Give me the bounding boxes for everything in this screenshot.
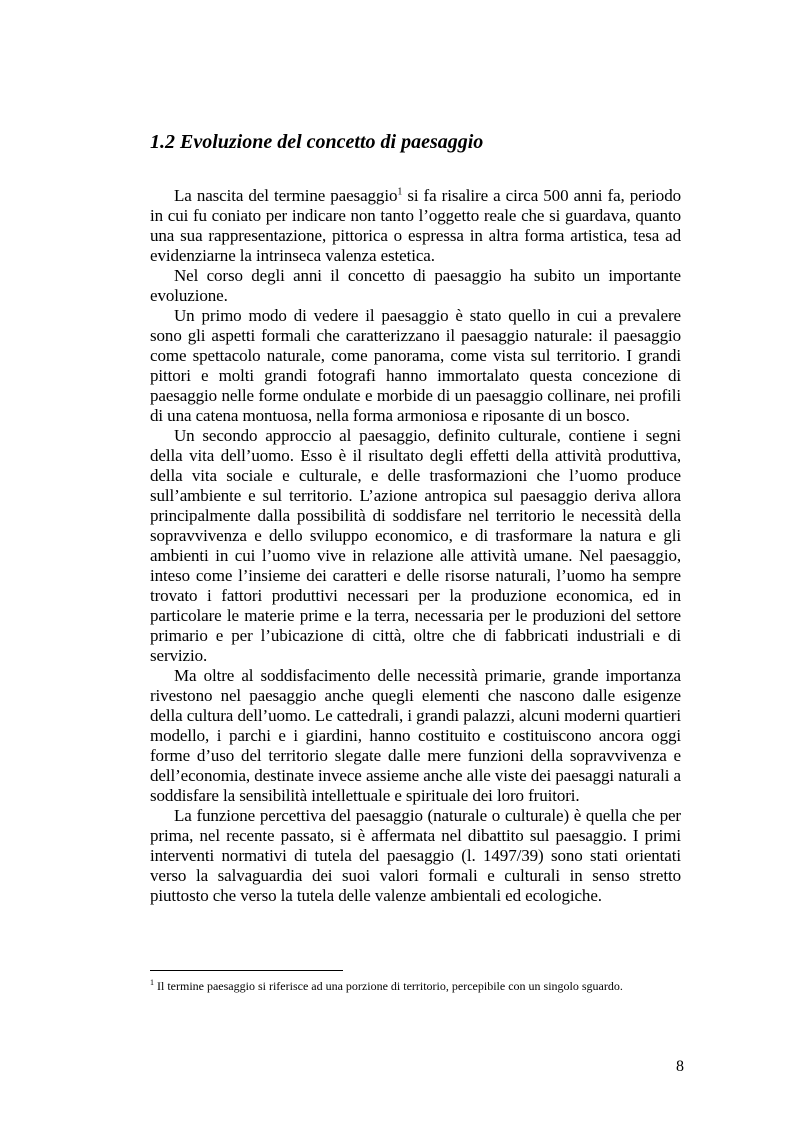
paragraph-1 <box>150 186 681 266</box>
paragraph-2: Nel corso degli anni il concetto di paesaggio ha subito un importante evoluzione. <box>150 266 681 305</box>
body-text <box>150 186 681 906</box>
footnote-text: Il termine paesaggio si riferisce ad una porzione di territorio, percepibile con un singolo sguardo. <box>154 979 623 993</box>
footnote <box>150 978 681 995</box>
paragraph-1-rest: si fa risalire a circa 500 anni fa, periodo in cui fu coniato per indicare non tanto l’oggetto reale che si guardava, quanto una sua rappresentazione, pittorica o espressa in altra forma artistica, tesa ad evidenziarne la intrinseca valenza estetica. <box>150 186 681 265</box>
paragraph-4: Un secondo approccio al paesaggio, definito culturale, contiene i segni della vita dell’uomo. Esso è il risultato degli effetti della attività produttiva, della vita sociale e culturale, e delle trasformazioni che l’uomo produce sull’ambiente e sul territorio. L’azione antropica sul paesaggio deriva allora principalmente dalla possibilità di soddisfare nel territorio le necessità della sopravvivenza e dello sviluppo economico, e di trasformare la natura e gli ambienti in cui l’uomo vive in relazione alle attività umane. Nel paesaggio, inteso come l’insieme dei caratteri e delle risorse naturali, l’uomo ha sempre trovato i fattori produttivi necessari per la produzione economica, ed in particolare le materie prime e la terra, necessaria per le produzioni del settore primario e per l’ubicazione di città, oltre che di fabbricati industriali e di servizio. <box>150 426 681 665</box>
paragraph-5: Ma oltre al soddisfacimento delle necessità primarie, grande importanza rivestono nel paesaggio anche quegli elementi che nascono dalle esigenze della cultura dell’uomo. Le cattedrali, i grandi palazzi, alcuni moderni quartieri modello, i parchi e i giardini, hanno costituito e costituiscono ancora oggi forme d’uso del territorio slegate dalle mere funzioni della sopravvivenza e dell’economia, destinate invece assieme anche alle viste dei paesaggi naturali a soddisfare la sensibilità intellettuale e spirituale dei loro fruitori. <box>150 666 681 805</box>
section-heading: 1.2 Evoluzione del concetto di paesaggio <box>150 131 484 153</box>
paragraph-3: Un primo modo di vedere il paesaggio è stato quello in cui a prevalere sono gli aspetti formali che caratterizzano il paesaggio naturale: il paesaggio come spettacolo naturale, come panorama, come vista sul territorio. I grandi pittori e molti grandi fotografi hanno immortalato questa concezione di paesaggio nelle forme ondulate e morbide di un paesaggio collinare, nei profili di una catena montuosa, nella forma armoniosa e riposante di un bosco. <box>150 306 681 425</box>
paragraph-6: La funzione percettiva del paesaggio (naturale o culturale) è quella che per prima, nel recente passato, si è affermata nel dibattito sul paesaggio. I primi interventi normativi di tutela del paesaggio (l. 1497/39) sono stati orientati verso la salvaguardia dei suoi valori formali e culturali in senso stretto piuttosto che verso la tutela delle valenze ambientali ed ecologiche. <box>150 806 681 905</box>
footnote-marker: 1 <box>150 978 154 987</box>
page-number: 8 <box>676 1058 684 1075</box>
footnote-reference: 1 <box>397 186 403 198</box>
paragraph-1-start: La nascita del termine paesaggio <box>174 186 398 205</box>
footnote-separator <box>150 970 343 971</box>
